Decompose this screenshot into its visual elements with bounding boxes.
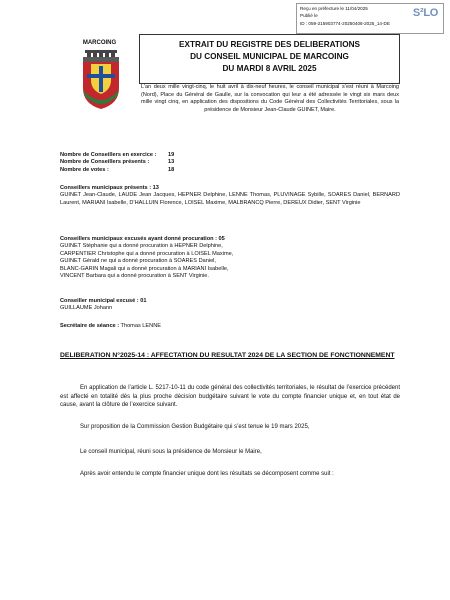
document-title-box <box>139 34 400 84</box>
prefecture-stamp <box>296 3 444 34</box>
secretary-label: Secrétaire de séance : <box>60 323 120 329</box>
title-line-2: DU CONSEIL MUNICIPAL DE MARCOING <box>190 52 349 61</box>
stamp-published-line: Publié le <box>300 13 318 19</box>
proxy-line: VINCENT Barbara qui a donné procuration à SENT Virginie. <box>60 273 209 280</box>
count-row-present <box>60 159 400 166</box>
proxies-heading: Conseillers municipaux excusés ayant donné procuration : 05 <box>60 236 225 242</box>
present-section <box>60 185 400 207</box>
proxy-line: GUINET Stéphanie qui a donné procuration à HEPNER Delphine, <box>60 243 223 250</box>
title-line-3: DU MARDI 8 AVRIL 2025 <box>222 64 317 73</box>
legal-paragraph: En application de l’article L. 5217-10-11 du code général des collectivités territoriales, le résultat de l’exercice précédent est affecté en totalité dès la plus proche décision budgétaire suivant le vote du compte financier unique et, en tout état de cause, avant la clôture de l’exercice suivant. <box>60 385 400 409</box>
count-label: Nombre de Conseillers en exercice : <box>60 152 157 158</box>
present-names: GUINET Jean-Claude, LAUDE Jean Jacques, HEPNER Delphine, LENNE Thomas, PLUVINAGE Sybille, SOARES Daniel, BERNARD Laurent, MARIANI Isabelle, D’HALLUIN Florence, LOISEL Maxime, MALBRANCQ Pierre, DEREUX Didier, SENT Virginie <box>60 192 400 206</box>
town-crest-icon <box>79 50 123 110</box>
commission-paragraph: Sur proposition de la Commission Gestion Budgétaire qui s’est tenue le 19 mars 2025, <box>80 424 310 430</box>
present-heading: Conseillers municipaux présents : 13 <box>60 185 159 191</box>
accounts-paragraph: Après avoir entendu le compte financier unique dont les résultats se décomposent comme suit : <box>80 471 334 477</box>
stamp-id-line: ID : 059-215903774-20250408-2025_14-DE <box>300 20 390 26</box>
count-value: 13 <box>168 159 175 166</box>
count-label: Nombre de votes : <box>60 166 109 173</box>
count-row-votes <box>60 167 400 174</box>
count-row-in-office <box>60 152 400 159</box>
deliberation-title: DELIBERATION N°2025-14 : AFFECTATION DU RESULTAT 2024 DE LA SECTION DE FONCTIONNEMENT <box>60 352 395 359</box>
title-line-1: EXTRAIT DU REGISTRE DES DELIBERATIONS <box>179 40 360 49</box>
count-value: 19 <box>168 152 175 158</box>
intro-paragraph: L’an deux mille vingt-cinq, le huit avril à dix-neuf heures, le conseil municipal s’est réuni à Marcoing (Nord), Place du Général de Gaulle, sur la convocation qui leur a été adressée le vingt six mars deux mille vingt cinq, en application des dispositions du Code Général des Collectivités Territoriales, sous la présidence de Monsieur Jean-Claude GUINET, Maire. <box>141 84 399 113</box>
proxy-line: CARPENTIER Christophe qui a donné procuration à LOISEL Maxime, <box>60 250 234 257</box>
stamp-received-line: Reçu en préfecture le 11/04/2025 <box>300 6 368 11</box>
proxy-line: GUINET Gérald ne qui a donné procuration à SOARES Daniel, <box>60 258 216 265</box>
secretary-line <box>60 323 400 330</box>
proxies-section <box>60 236 400 280</box>
proxy-line: BLANC-GARIN Magali qui a donné procuration à MARIANI Isabelle, <box>60 265 229 272</box>
secretary-name: Thomas LENNE <box>120 323 161 329</box>
council-counts <box>60 152 400 174</box>
excused-name: GUILLAUME Johann <box>60 305 113 312</box>
council-paragraph: Le conseil municipal, réuni sous la présidence de Monsieur le Maire, <box>80 449 262 455</box>
s2lo-logo: S²LO <box>412 7 438 19</box>
excused-heading: Conseiller municipal excusé : 01 <box>60 298 147 304</box>
town-label: MARCOING <box>82 40 117 46</box>
count-value: 18 <box>168 166 175 173</box>
excused-section <box>60 298 400 313</box>
count-label: Nombre de Conseillers présents : <box>60 159 150 166</box>
